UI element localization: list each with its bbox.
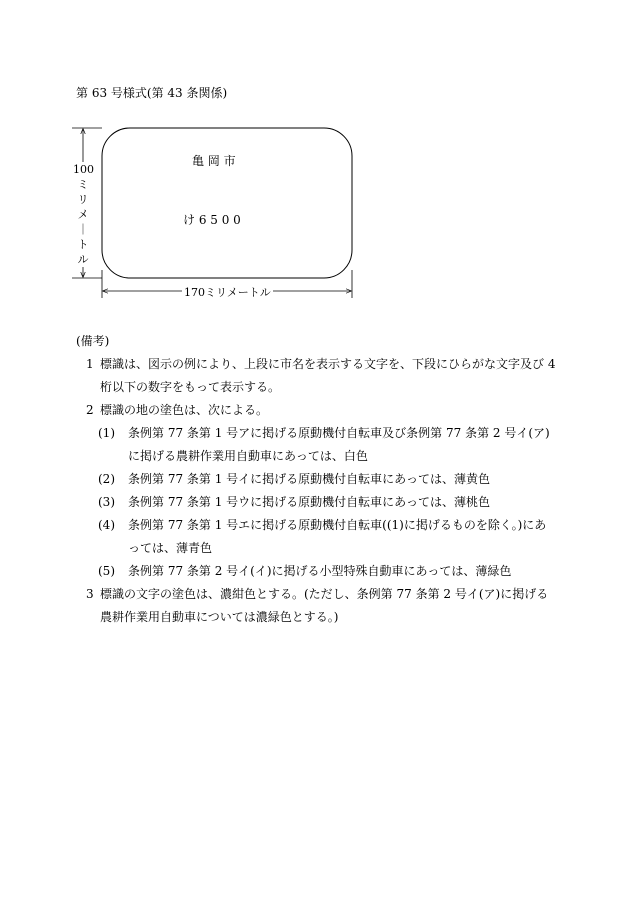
remark-subitem — [76, 422, 556, 468]
remark-item — [76, 353, 556, 399]
remark-subitem — [76, 468, 556, 491]
height-unit: ミ リ メ ｜ ト ル — [77, 178, 89, 266]
subitem-number: (3) — [98, 495, 115, 509]
subitem-text: 条例第 77 条第 1 号イに掲げる原動機付自転車にあっては、薄黄色 — [128, 472, 491, 486]
subitem-text: 条例第 77 条第 1 号アに掲げる原動機付自転車及び条例第 77 条第 2 号イ(ア)に掲げる農耕作業用自動車にあっては、白色 — [128, 426, 550, 463]
subitem-number: (1) — [98, 426, 115, 440]
height-label — [73, 162, 93, 267]
remark-item — [76, 583, 556, 629]
remark-text: 標識の文字の塗色は、濃紺色とする。(ただし、条例第 77 条第 2 号イ(ア)に掲げる農耕作業用自動車については濃緑色とする。) — [100, 587, 549, 624]
remark-item — [76, 399, 556, 422]
remark-number: 3 — [86, 587, 94, 601]
subitem-number: (5) — [98, 564, 115, 578]
remark-text: 標識は、図示の例により、上段に市名を表示する文字を、下段にひらがな文字及び 4 桁以下の数字をもって表示する。 — [100, 357, 556, 394]
plate-city-name: 亀 岡 市 — [192, 154, 236, 168]
remark-text: 標識の地の塗色は、次による。 — [100, 403, 269, 417]
remarks-section — [76, 330, 556, 629]
subitem-text: 条例第 77 条第 1 号ウに掲げる原動機付自転車にあっては、薄桃色 — [128, 495, 491, 509]
height-value: 100 — [73, 163, 94, 176]
subitem-number: (2) — [98, 472, 115, 486]
remarks-title: (備考) — [76, 334, 110, 348]
remark-number: 1 — [86, 357, 94, 371]
plate-outline — [102, 128, 352, 278]
form-heading: 第 63 号様式(第 43 条関係) — [76, 86, 228, 100]
plate-figure — [66, 120, 366, 310]
remark-subitem — [76, 560, 556, 583]
plate-number: け 6 5 0 0 — [183, 213, 241, 227]
remark-subitem — [76, 514, 556, 560]
subitem-text: 条例第 77 条第 1 号エに掲げる原動機付自転車((1)に掲げるものを除く。)にあっては、薄青色 — [128, 518, 547, 555]
remark-number: 2 — [86, 403, 94, 417]
width-label: 170ミリメートル — [184, 286, 271, 299]
subitem-number: (4) — [98, 518, 115, 532]
remark-subitem — [76, 491, 556, 514]
subitem-text: 条例第 77 条第 2 号イ(イ)に掲げる小型特殊自動車にあっては、薄緑色 — [128, 564, 512, 578]
